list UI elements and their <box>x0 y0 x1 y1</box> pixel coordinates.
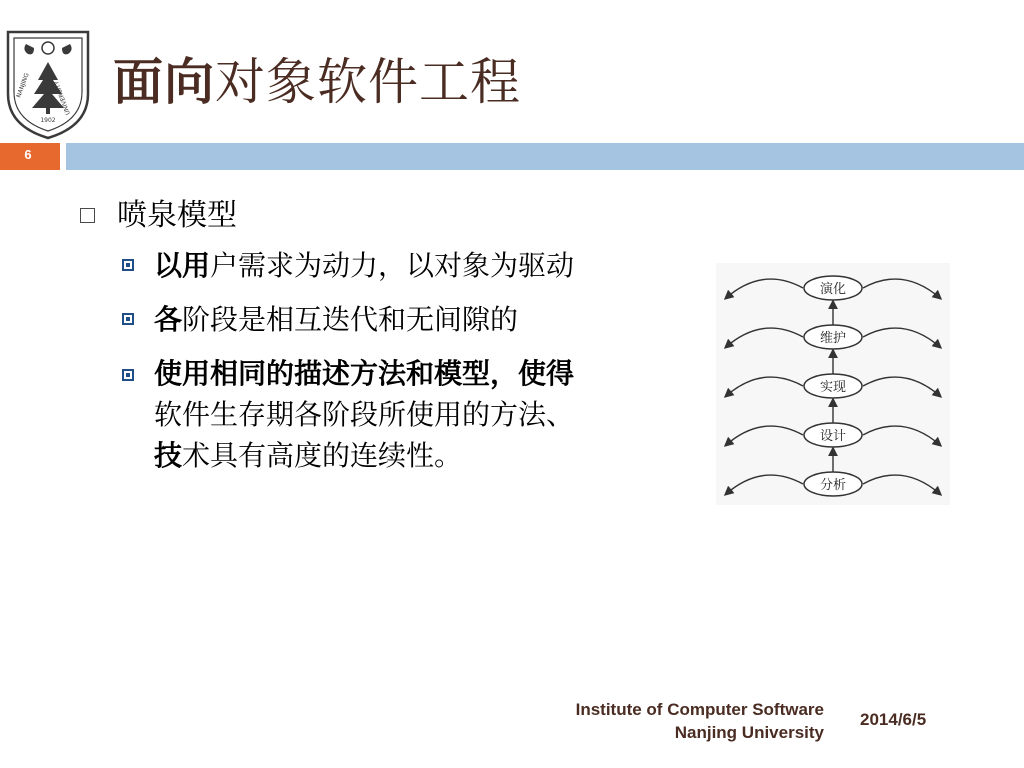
bullet-level1-text: 喷泉模型 <box>117 198 237 233</box>
fountain-node-label: 维护 <box>819 331 847 346</box>
footer-university-name: Nanjing University <box>674 723 824 742</box>
fountain-node-label: 实现 <box>819 380 847 395</box>
bullet-bold-text: 各 <box>154 303 183 336</box>
fountain-side-arrow <box>863 279 940 298</box>
title-rest-part: 对象软件工程 <box>215 53 521 111</box>
footer-institute-name: Institute of Computer Software <box>575 700 824 719</box>
bullet-bold-text: 以用 <box>154 249 211 282</box>
svg-text:1902: 1902 <box>40 117 56 124</box>
fountain-side-arrow <box>863 426 940 445</box>
fountain-side-arrow <box>863 475 940 494</box>
fountain-side-arrow <box>726 426 803 445</box>
square-bullet-icon <box>122 259 134 271</box>
bullet-bold-text: 技 <box>154 439 183 472</box>
bullet-level1 <box>80 190 237 234</box>
bullet-item <box>122 243 574 289</box>
fountain-node-label: 设计 <box>819 429 847 444</box>
fountain-side-arrow <box>726 328 803 347</box>
fountain-diagram-svg <box>716 263 950 505</box>
bullet-text-line2: 软件生存期各阶段所使用的方法、 <box>154 398 575 431</box>
svg-text:NANJING: NANJING <box>15 72 31 99</box>
slide-title <box>113 52 521 112</box>
bullet-text-line3: 术具有高度的连续性。 <box>182 439 463 472</box>
bullet-item <box>122 297 518 343</box>
university-logo <box>4 28 92 140</box>
footer-date: 2014/6/5 <box>860 710 927 729</box>
hollow-square-bullet-icon <box>80 208 95 223</box>
bullet-text: 户需求为动力，以对象为驱动 <box>210 249 575 282</box>
fountain-side-arrow <box>726 475 803 494</box>
slide-number: 6 <box>24 147 32 162</box>
square-bullet-icon <box>122 369 134 381</box>
fountain-side-arrow <box>726 377 803 396</box>
fountain-node-label: 分析 <box>819 478 847 493</box>
header-divider-bar <box>66 143 1024 170</box>
fountain-model-diagram <box>716 263 950 505</box>
footer-institute <box>576 698 824 744</box>
bullet-bold-text: 使用相同的描述方法和模型，使得 <box>154 357 575 390</box>
bullet-text: 阶段是相互迭代和无间隙的 <box>182 303 519 336</box>
fountain-side-arrow <box>726 279 803 298</box>
fountain-side-arrow <box>863 377 940 396</box>
slide-number-box <box>0 143 60 170</box>
svg-text:UNIVERSITY: UNIVERSITY <box>53 79 72 116</box>
bullet-item <box>122 353 574 476</box>
logo-shield-icon <box>4 28 92 140</box>
fountain-node-label: 演化 <box>819 282 847 297</box>
square-bullet-icon <box>122 313 134 325</box>
fountain-side-arrow <box>863 328 940 347</box>
title-bold-part: 面向 <box>113 53 215 111</box>
